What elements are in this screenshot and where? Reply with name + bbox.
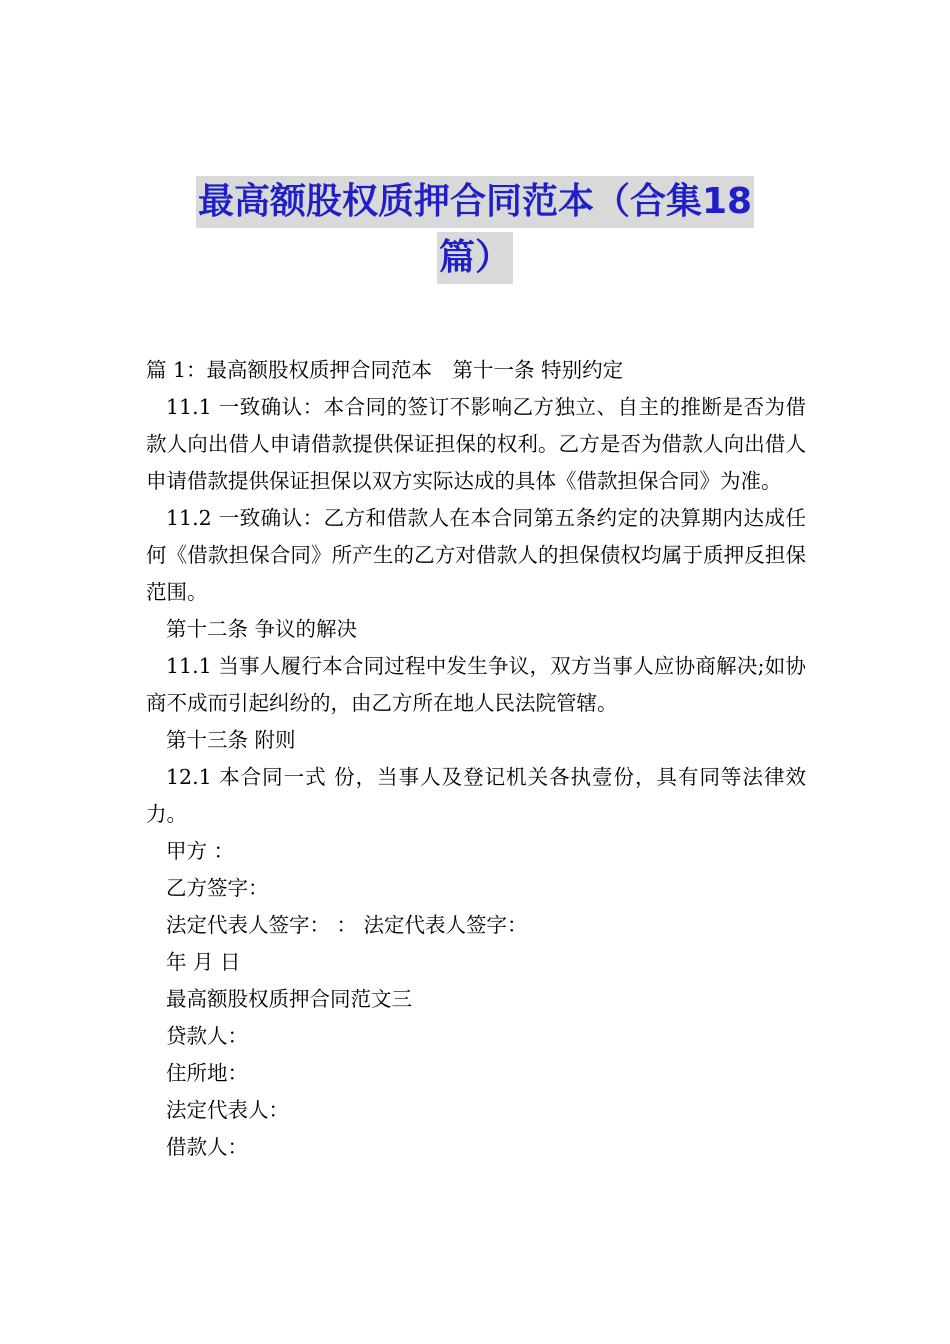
heading-article-12: 第十二条 争议的解决 [166,617,358,641]
title-line-2: 篇） [437,232,513,284]
signature-date: 年 月 日 [166,950,241,974]
paragraph-12-1-copies: 12.1 本合同一式 份，当事人及登记机关各执壹份，具有同等法律效力。 [146,765,806,826]
signature-legal-rep: 法定代表人签字： ： 法定代表人签字： [166,913,528,937]
document-title [0,176,950,288]
heading-sample-three: 最高额股权质押合同范文三 [166,987,412,1011]
paragraph-intro: 篇 1：最高额股权质押合同范本 第十一条 特别约定 [146,358,624,382]
field-lender: 贷款人： [166,1024,248,1048]
paragraph-11-2-confirm: 11.2 一致确认：乙方和借款人在本合同第五条约定的决算期内达成任何《借款担保合同》所产生的乙方对借款人的担保债权均属于质押反担保范围。 [146,506,806,604]
title-line-1: 最高额股权质押合同范本（合集18 [196,176,754,228]
field-borrower: 借款人： [166,1135,248,1159]
heading-article-13: 第十三条 附则 [166,728,296,752]
paragraph-dispute: 11.1 当事人履行本合同过程中发生争议，双方当事人应协商解决;如协商不成而引起纠纷的，由乙方所在地人民法院管辖。 [146,654,806,715]
document-body [146,352,806,1166]
paragraph-11-1-confirm: 11.1 一致确认：本合同的签订不影响乙方独立、自主的推断是否为借款人向出借人申请借款提供保证担保的权利。乙方是否为借款人向出借人申请借款提供保证担保以双方实际达成的具体《借款担保合同》为准。 [146,395,806,493]
signature-party-a: 甲方 ： [166,839,235,863]
field-legal-representative: 法定代表人： [166,1098,289,1122]
field-address: 住所地： [166,1061,248,1085]
signature-party-b: 乙方签字： [166,876,269,900]
